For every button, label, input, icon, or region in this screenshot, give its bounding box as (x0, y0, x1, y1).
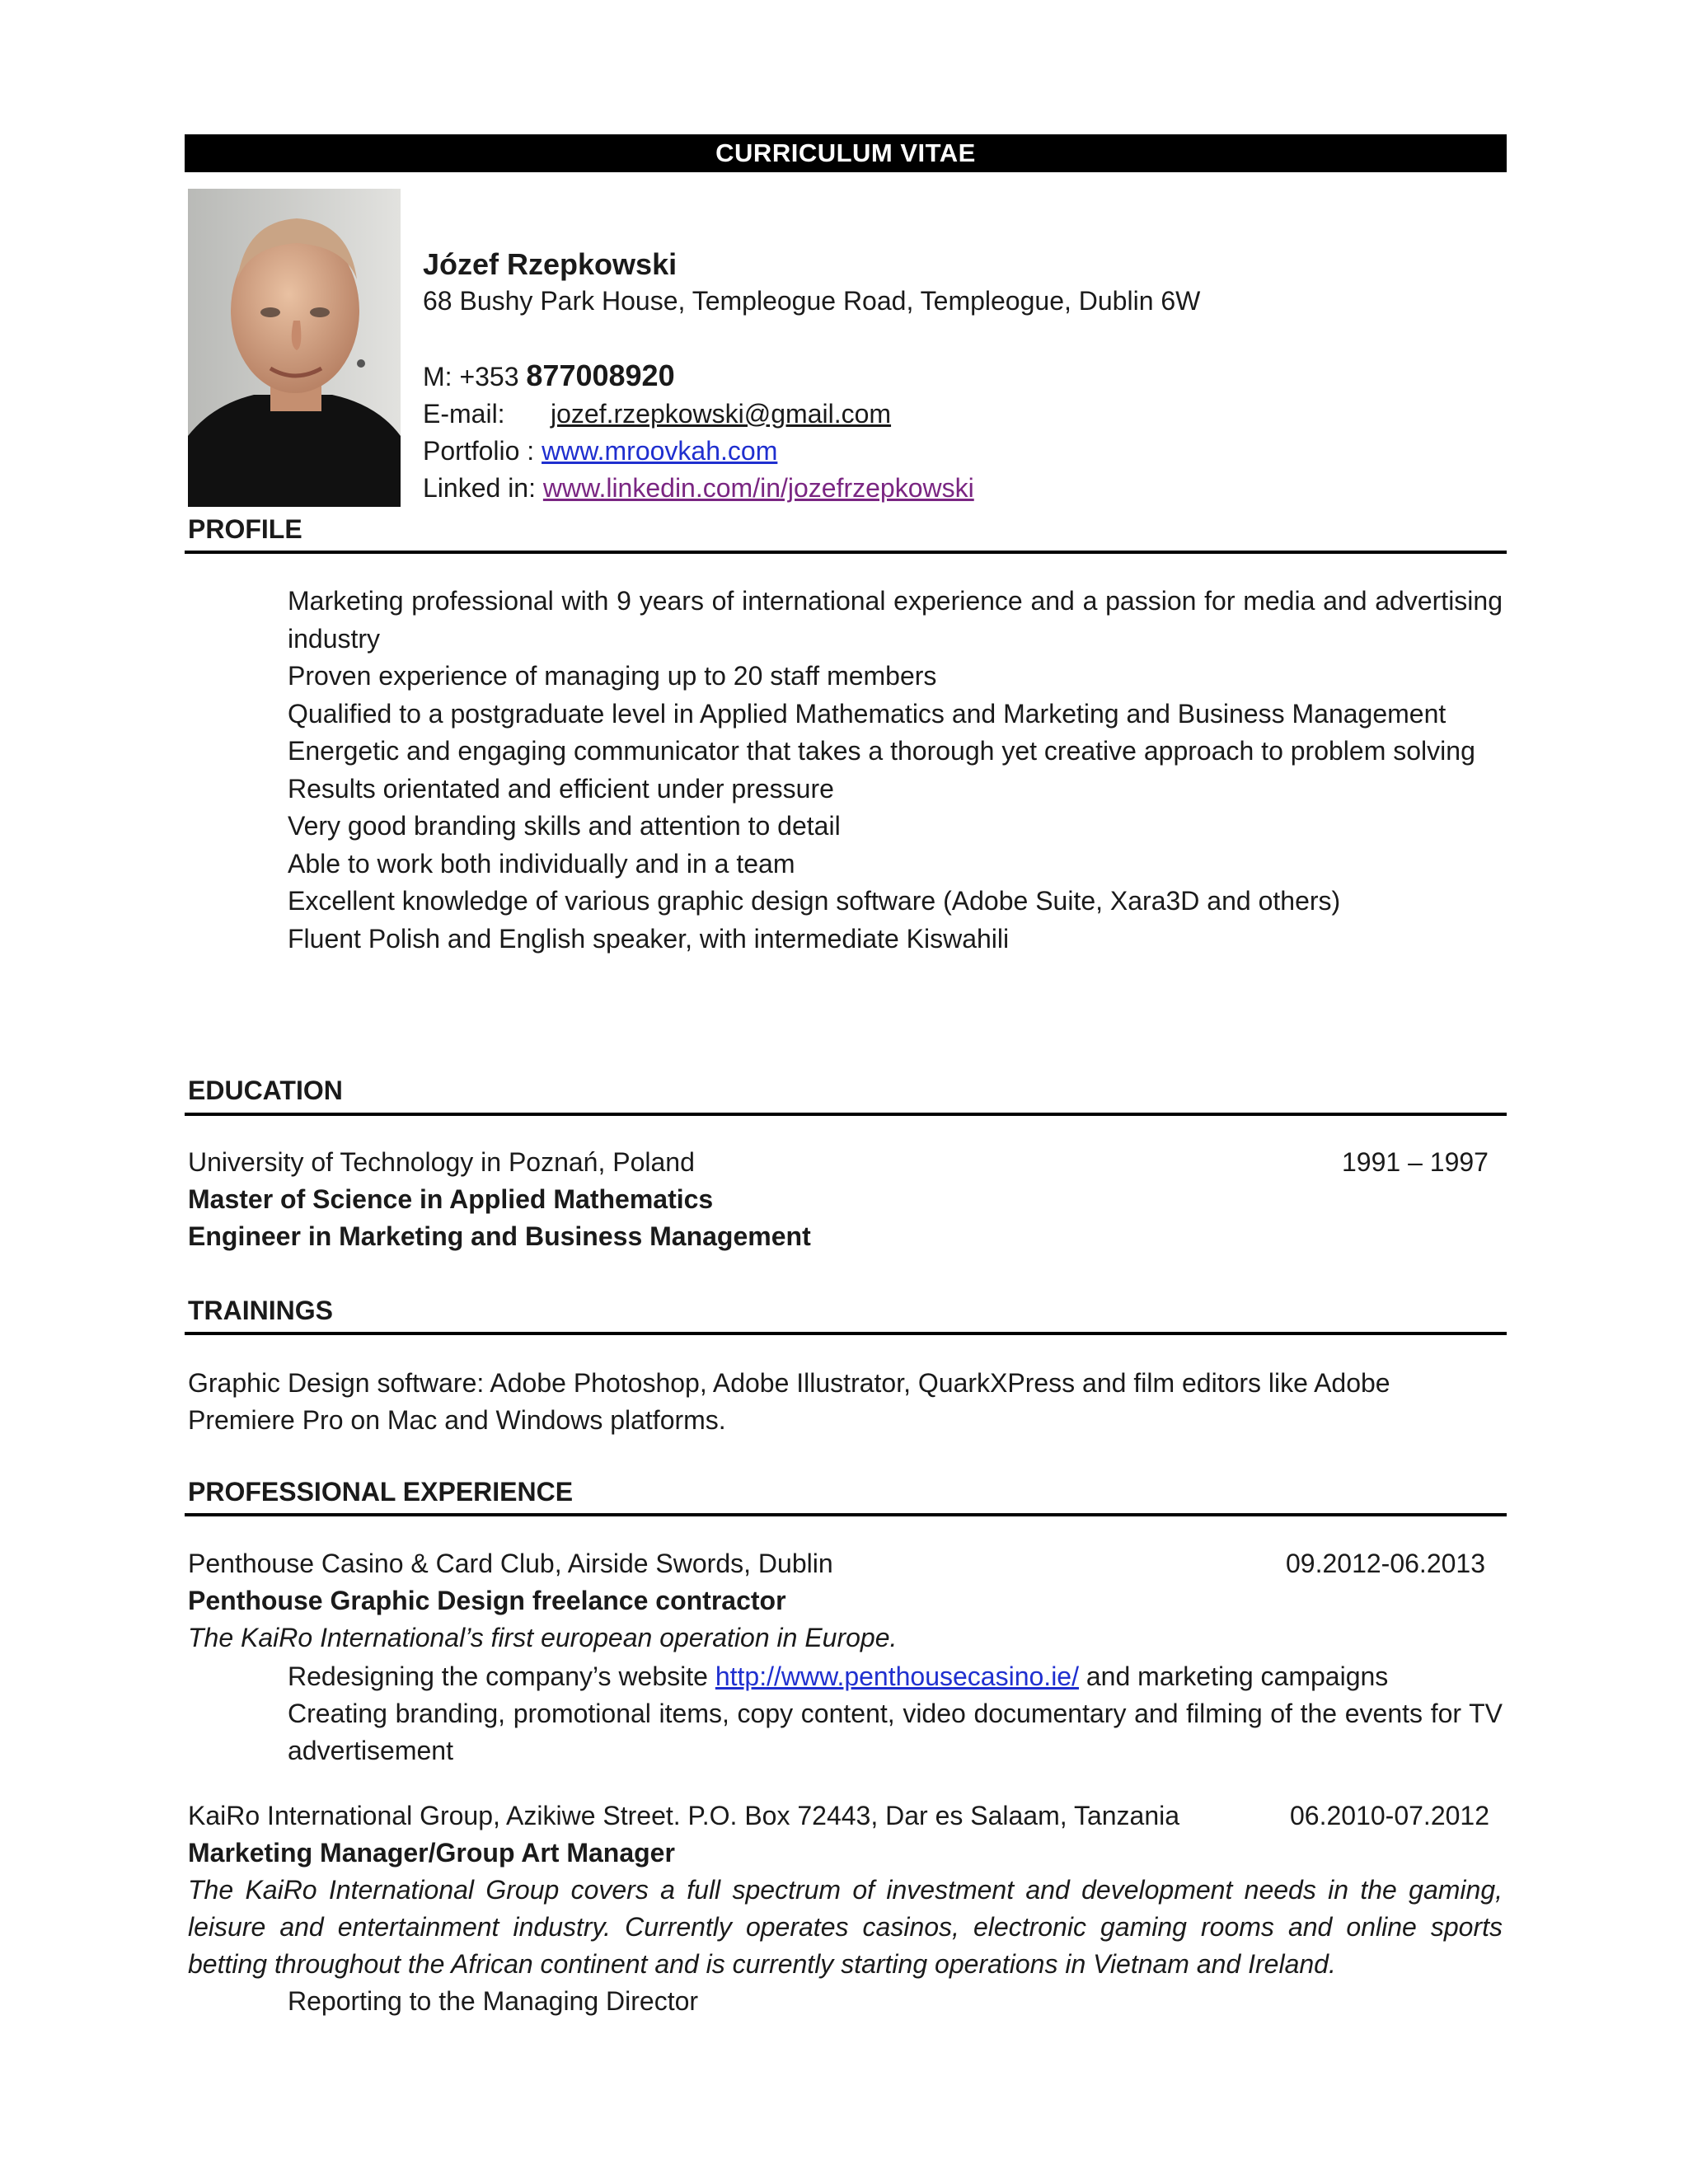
portfolio-label: Portfolio : (423, 436, 542, 466)
profile-rule (185, 551, 1507, 554)
mobile-number: 877008920 (526, 359, 675, 392)
education-degree-1: Master of Science in Applied Mathematics (188, 1184, 714, 1214)
list-item: Excellent knowledge of various graphic design software (Adobe Suite, Xara3D and others) (288, 886, 1341, 916)
trainings-heading: TRAININGS (188, 1296, 333, 1325)
portfolio-line (423, 433, 1200, 470)
trainings-text: Graphic Design software: Adobe Photoshop, Adobe Illustrator, QuarkXPress and film editors like Adobe Premiere Pro on Mac and Windows platforms. (188, 1368, 1390, 1435)
email-link[interactable]: jozef.rzepkowski@gmail.com (551, 399, 892, 429)
job-1-block (188, 1545, 897, 1657)
portfolio-link[interactable]: www.mroovkah.com (542, 436, 778, 466)
profile-photo-image (188, 189, 401, 507)
penthouse-website-link[interactable]: http://www.penthousecasino.ie/ (715, 1661, 1079, 1691)
mobile-line (423, 357, 1200, 396)
linkedin-link[interactable]: www.linkedin.com/in/jozefrzepkowski (542, 473, 974, 503)
job-1-duties (288, 1658, 1503, 1769)
job-1-duty-1-text-end: and marketing campaigns (1078, 1661, 1389, 1691)
linkedin-label: Linked in: (423, 473, 543, 503)
job-1-duty-1-text: Redesigning the company’s website (288, 1661, 715, 1691)
education-dates: 1991 – 1997 (1342, 1147, 1489, 1177)
linkedin-line (423, 470, 1200, 507)
list-item: Results orientated and efficient under pressure (288, 773, 834, 804)
contact-block (423, 246, 1200, 507)
job-2-dates: 06.2010-07.2012 (1290, 1801, 1489, 1830)
profile-photo (188, 189, 401, 507)
list-item: Proven experience of managing up to 20 staff members (288, 661, 937, 691)
profile-list (288, 583, 1503, 958)
education-heading: EDUCATION (188, 1076, 343, 1105)
email-line (423, 396, 1200, 433)
experience-heading: PROFESSIONAL EXPERIENCE (188, 1477, 574, 1507)
candidate-name: Józef Rzepkowski (423, 247, 678, 281)
list-item: Marketing professional with 9 years of international experience and a passion for media and advertising industry (288, 586, 1503, 654)
list-item: Able to work both individually and in a team (288, 848, 795, 879)
education-school: University of Technology in Poznań, Poland (188, 1147, 695, 1177)
job-2-duty-1: Reporting to the Managing Director (288, 1986, 699, 2016)
job-1-role: Penthouse Graphic Design freelance contractor (188, 1586, 786, 1615)
job-1-duty-2: Creating branding, promotional items, copy content, video documentary and filming of the events for TV advertisement (288, 1699, 1503, 1765)
address: 68 Bushy Park House, Templeogue Road, Templeogue, Dublin 6W (423, 286, 1201, 316)
list-item: Fluent Polish and English speaker, with intermediate Kiswahili (288, 923, 1010, 954)
job-1-duty-1 (288, 1658, 1503, 1695)
job-1-description: The KaiRo International’s first european operation in Europe. (188, 1623, 898, 1652)
education-degree-2: Engineer in Marketing and Business Management (188, 1221, 811, 1251)
job-2-employer: KaiRo International Group, Azikiwe Street. P.O. Box 72443, Dar es Salaam, Tanzania (188, 1801, 1180, 1830)
trainings-rule (185, 1332, 1507, 1335)
list-item: Very good branding skills and attention to detail (288, 811, 841, 841)
education-rule (185, 1113, 1507, 1116)
job-1-employer: Penthouse Casino & Card Club, Airside Swords, Dublin (188, 1549, 833, 1578)
education-block (188, 1144, 811, 1255)
job-2-role: Marketing Manager/Group Art Manager (188, 1838, 675, 1868)
list-item: Qualified to a postgraduate level in Applied Mathematics and Marketing and Business Management (288, 698, 1447, 729)
experience-rule (185, 1513, 1507, 1516)
mobile-label: M: +353 (423, 362, 527, 391)
list-item: Energetic and engaging communicator that takes a thorough yet creative approach to problem solving (288, 736, 1475, 766)
profile-heading: PROFILE (188, 514, 302, 544)
job-2-duties (288, 1983, 1503, 2020)
cv-banner: CURRICULUM VITAE (185, 134, 1507, 172)
email-label: E-mail: (423, 399, 505, 429)
job-1-dates: 09.2012-06.2013 (1286, 1549, 1485, 1578)
job-2-description: The KaiRo International Group covers a full spectrum of investment and development needs in the gaming, leisure and entertainment industry. Currently operates casinos, electronic gaming rooms and online sports betting throughout the African continent and is currently starting operations in Vietnam and Ireland. (188, 1875, 1503, 1979)
